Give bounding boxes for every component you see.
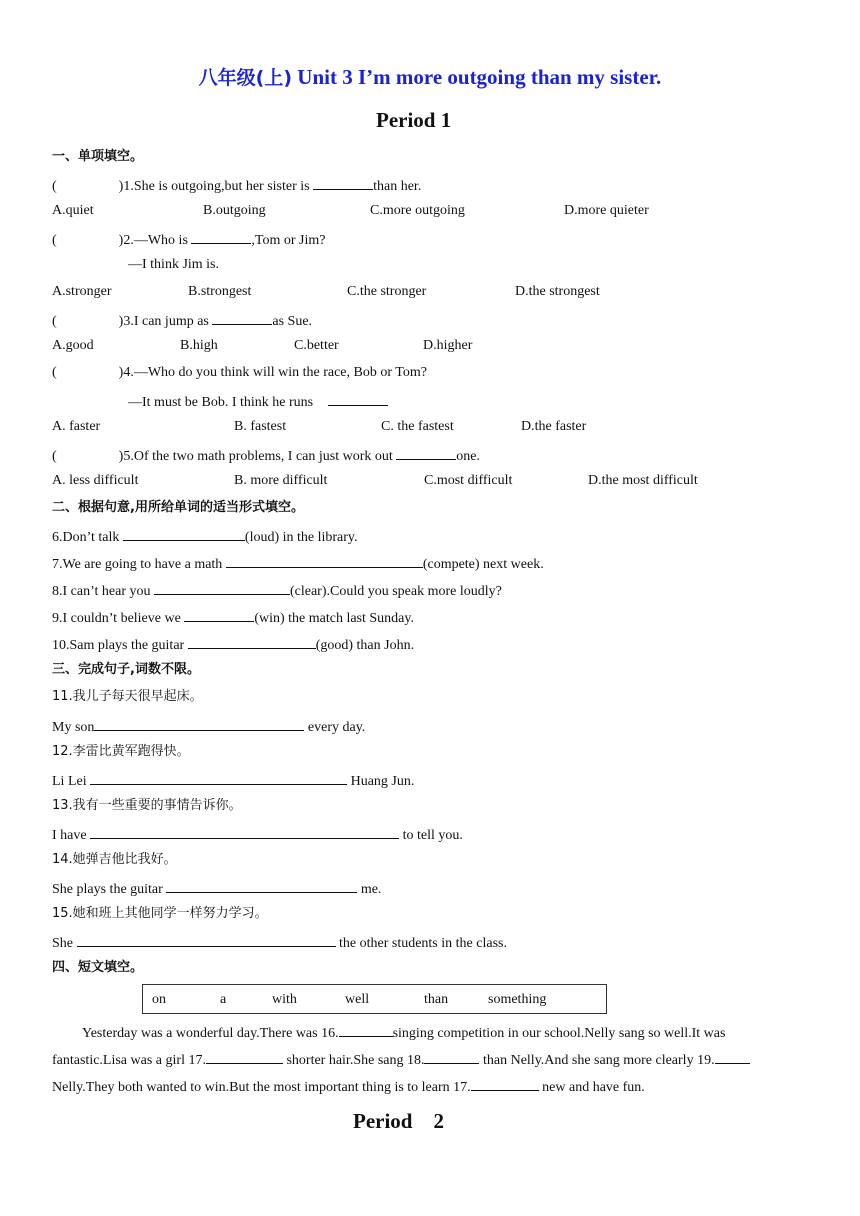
answer-blank[interactable]: [77, 932, 336, 947]
option-c: C.the stronger: [347, 284, 427, 299]
fill-9: 9.I couldn’t believe we (win) the match last Sunday.: [52, 607, 414, 628]
option-c: C.most difficult: [424, 473, 513, 488]
sentence-15: She the other students in the class.: [52, 932, 507, 953]
answer-blank[interactable]: [396, 445, 456, 460]
sentence-12: Li Lei Huang Jun.: [52, 770, 414, 791]
question-5: ( )5.Of the two math problems, I can just work out one.: [52, 445, 480, 466]
section-2-heading: 二、根据句意,用所给单词的适当形式填空。: [52, 500, 304, 515]
word-bank-item: a: [220, 992, 227, 1007]
sentence-15-chinese: 15.她和班上其他同学一样努力学习。: [52, 906, 268, 921]
option-c: C.more outgoing: [370, 203, 465, 218]
option-a: A. faster: [52, 419, 101, 434]
sentence-13: I have to tell you.: [52, 824, 463, 845]
fill-8: 8.I can’t hear you (clear).Could you speak more loudly?: [52, 580, 502, 601]
answer-blank[interactable]: [154, 580, 290, 595]
option-d: D.more quieter: [564, 203, 649, 218]
answer-blank[interactable]: [90, 824, 399, 839]
option-d: D.the strongest: [515, 284, 600, 299]
question-4-reply: —It must be Bob. I think he runs: [128, 391, 388, 412]
option-a: A.quiet: [52, 203, 94, 218]
option-b: B.strongest: [188, 284, 252, 299]
period-2-heading: Period 2: [353, 1109, 444, 1133]
answer-blank[interactable]: [166, 878, 357, 893]
passage-line-1: Yesterday was a wonderful day.There was 16. singing competition in our school.Nelly sang so well.It was: [82, 1022, 725, 1043]
section-1-heading: 一、单项填空。: [52, 149, 144, 164]
sentence-14-chinese: 14.她弹吉他比我好。: [52, 852, 177, 867]
option-d: D.higher: [423, 338, 473, 353]
answer-blank[interactable]: [212, 310, 272, 325]
page-title: 八年级(上) Unit 3 I’m more outgoing than my sister.: [198, 65, 662, 89]
option-a: A.stronger: [52, 284, 112, 299]
answer-blank[interactable]: [184, 607, 254, 622]
question-3: ( )3.I can jump as as Sue.: [52, 310, 312, 331]
sentence-13-chinese: 13.我有一些重要的事情告诉你。: [52, 798, 242, 813]
period-1-heading: Period 1: [376, 108, 452, 132]
fill-6: 6.Don’t talk (loud) in the library.: [52, 526, 358, 547]
question-4: ( )4.—Who do you think will win the race, Bob or Tom?: [52, 365, 427, 380]
passage-line-3: Nelly.They both wanted to win.But the most important thing is to learn 17. new and have fun.: [52, 1076, 645, 1097]
option-a: A.good: [52, 338, 94, 353]
answer-blank[interactable]: [471, 1076, 539, 1091]
section-4-heading: 四、短文填空。: [52, 960, 144, 975]
answer-blank[interactable]: [339, 1022, 393, 1037]
option-b: B. more difficult: [234, 473, 328, 488]
sentence-11-chinese: 11.我儿子每天很早起床。: [52, 689, 203, 704]
answer-blank[interactable]: [206, 1049, 283, 1064]
option-c: C. the fastest: [381, 419, 454, 434]
option-a: A. less difficult: [52, 473, 139, 488]
answer-blank[interactable]: [94, 716, 304, 731]
sentence-12-chinese: 12.李雷比黄军跑得快。: [52, 744, 190, 759]
word-bank-item: on: [152, 992, 166, 1007]
question-1: ( )1.She is outgoing,but her sister is than her.: [52, 175, 421, 196]
option-b: B.high: [180, 338, 218, 353]
answer-blank[interactable]: [424, 1049, 479, 1064]
answer-blank[interactable]: [328, 391, 388, 406]
answer-blank[interactable]: [123, 526, 245, 541]
sentence-14: She plays the guitar me.: [52, 878, 381, 899]
fill-10: 10.Sam plays the guitar (good) than John.: [52, 634, 414, 655]
answer-blank[interactable]: [313, 175, 373, 190]
word-bank-item: with: [272, 992, 297, 1007]
passage-line-2: fantastic.Lisa was a girl 17. shorter hair.She sang 18. than Nelly.And she sang more clearly 19.: [52, 1049, 750, 1070]
answer-blank[interactable]: [226, 553, 423, 568]
answer-blank[interactable]: [715, 1049, 750, 1064]
fill-7: 7.We are going to have a math (compete) next week.: [52, 553, 544, 574]
option-b: B.outgoing: [203, 203, 266, 218]
answer-blank[interactable]: [90, 770, 347, 785]
answer-blank[interactable]: [191, 229, 251, 244]
question-2: ( )2.—Who is ,Tom or Jim?: [52, 229, 325, 250]
word-bank-item: than: [424, 992, 449, 1007]
word-bank-item: well: [345, 992, 370, 1007]
option-b: B. fastest: [234, 419, 287, 434]
sentence-11: My son every day.: [52, 716, 365, 737]
word-bank-item: something: [488, 992, 547, 1007]
option-c: C.better: [294, 338, 339, 353]
option-d: D.the most difficult: [588, 473, 698, 488]
answer-blank[interactable]: [188, 634, 316, 649]
section-3-heading: 三、完成句子,词数不限。: [52, 662, 200, 677]
word-bank: [142, 984, 607, 1014]
option-d: D.the faster: [521, 419, 587, 434]
question-2-reply: —I think Jim is.: [128, 257, 220, 272]
